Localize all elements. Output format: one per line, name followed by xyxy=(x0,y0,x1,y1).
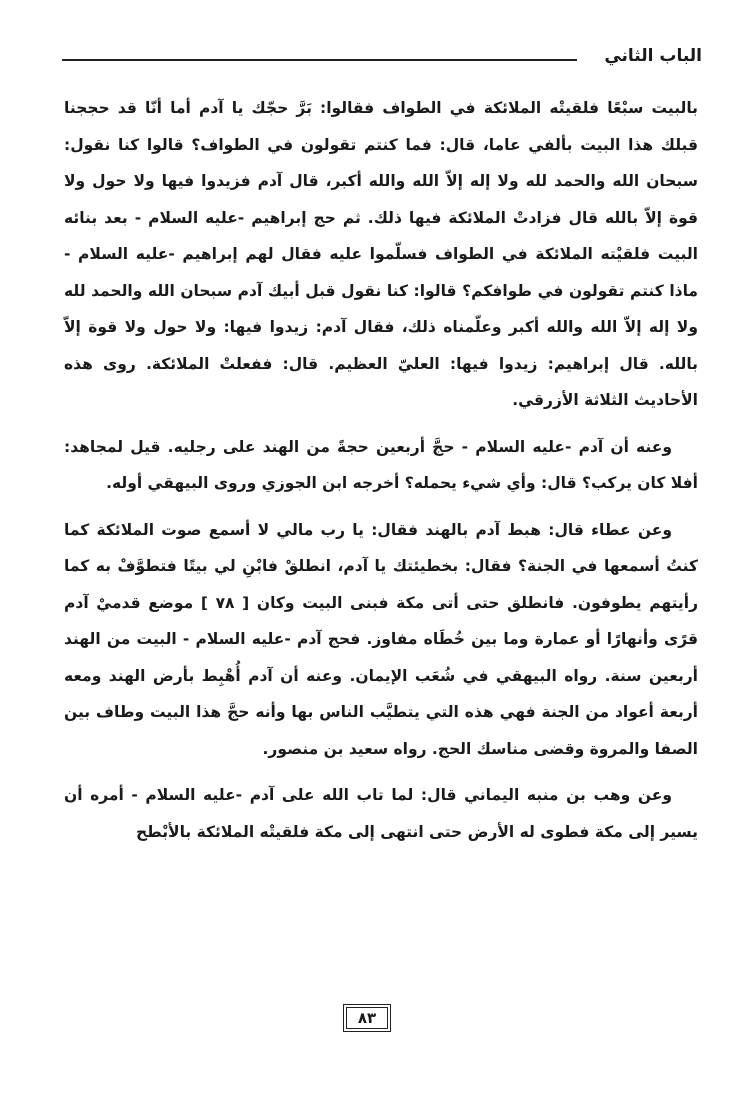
running-header xyxy=(62,40,702,80)
paragraph: وعنه أن آدم -عليه السلام - حجَّ أربعين حجةً من الهند على رجليه. قيل لمجاهد: أفلا كان يركب؟ قال: وأي شيء يحمله؟ أخرجه ابن الجوزي وروى البيهقي أوله. xyxy=(64,437,698,492)
paragraph: بالبيت سبْعًا فلقيتْه الملائكة في الطواف فقالوا: بَرَّ حجّك يا آدم أما أنّا قد حججنا قبلك هذا البيت بألفي عاما، قال: فما كنتم تقولون في الطواف؟ قالوا كنا نقول: سبحان الله والحمد لله ولا إله إلاّ الله والله أكبر، قال آدم فزيدوا فيها ولا حول ولا قوة إلاّ بالله قال فزادتْ الملائكة فيها ذلك. ثم حج إبراهيم -عليه السلام - بعد بنائه البيت فلقيْته الملائكة في الطواف فسلّموا عليه فقال لهم إبراهيم -عليه السلام - ماذا كنتم تقولون في طوافكم؟ قالوا: كنا نقول قبل أبيك آدم سبحان الله والحمد لله ولا إله إلاّ الله والله أكبر وعلّمناه ذلك، فقال آدم: زيدوا فيها: ولا حول ولا قوة إلاّ بالله. قال إبراهيم: زيدوا فيها: العليّ العظيم. قال: ففعلتْ الملائكة. روى هذه الأحاديث الثلاثة الأزرقي. xyxy=(64,99,698,409)
header-rule xyxy=(62,59,577,61)
paragraph: وعن عطاء قال: هبط آدم بالهند فقال: يا رب مالي لا أسمع صوت الملائكة كما كنتُ أسمعها في الجنة؟ فقال: بخطيئتك يا آدم، انطلقْ فابْنِ لي بيتًا فتطوَّفْ به كما رأيتهم يطوفون. فانطلق حتى أتى مكة فبنى البيت وكان [ ٧٨ ] موضع قدميْ آدم قرًى وأنهارًا أو عمارة وما بين خُطَاه مفاوز. فحج آدم -عليه السلام - البيت من الهند أربعين سنة. رواه البيهقي في شُعَب الإيمان. وعنه أن آدم أُهْبِط بأرض الهند ومعه أربعة أعواد من الجنة فهي هذه التي يتطيَّب الناس بها وأنه حجَّ هذا البيت وطاف بين الصفا والمروة وقضى مناسك الحج. رواه سعيد بن منصور. xyxy=(64,520,698,758)
body-text xyxy=(64,90,698,860)
page-number-box xyxy=(343,1004,391,1032)
page-number: ٨٣ xyxy=(357,1009,377,1027)
paragraph: وعن وهب بن منبه اليماني قال: لما تاب الله على آدم -عليه السلام - أمره أن يسير إلى مكة فطوى له الأرض حتى انتهى إلى مكة فلقيتْه الملائكة بالأبْطح xyxy=(64,786,698,841)
chapter-title: الباب الثاني xyxy=(604,46,702,66)
